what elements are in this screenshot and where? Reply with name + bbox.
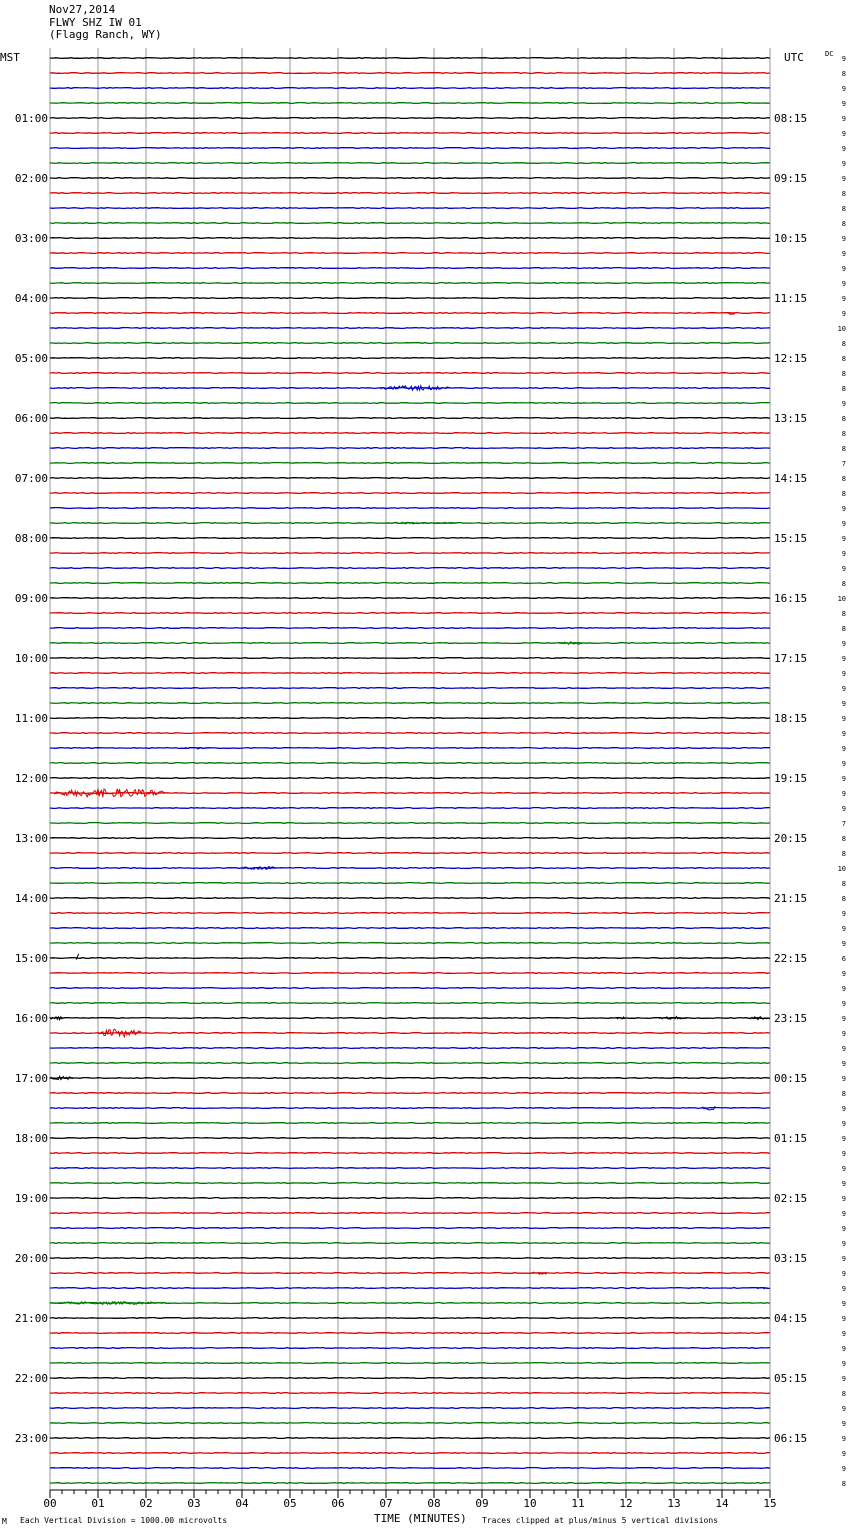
dc-value: 9 [841, 1015, 846, 1023]
trace-line [50, 1123, 770, 1124]
left-hour-label: 15:00 [14, 952, 48, 965]
trace-line [50, 643, 770, 644]
trace-lines [50, 58, 770, 1484]
right-hour-label: 02:15 [774, 1192, 808, 1205]
dc-value: 9 [841, 1270, 846, 1278]
right-hour-label: 10:15 [774, 232, 808, 245]
right-hour-label: 21:15 [774, 892, 808, 905]
trace-line [50, 238, 770, 239]
dc-value: 9 [841, 1180, 846, 1188]
dc-value: 9 [841, 1045, 846, 1053]
dc-value: 10 [837, 595, 846, 603]
dc-value: 9 [841, 1000, 846, 1008]
dc-value: 9 [841, 295, 846, 303]
time-gridlines [50, 48, 770, 1498]
trace-line [50, 1348, 770, 1349]
x-axis-title: TIME (MINUTES) [374, 1512, 467, 1525]
dc-value: 9 [841, 685, 846, 693]
dc-value: 9 [841, 1075, 846, 1083]
trace-line [50, 1153, 770, 1154]
event-bursts [50, 312, 769, 1304]
dc-value: 9 [841, 280, 846, 288]
dc-value: 8 [841, 385, 846, 393]
dc-value: 9 [841, 505, 846, 513]
dc-value: 8 [841, 835, 846, 843]
x-tick-label: 03 [187, 1497, 201, 1510]
trace-line [50, 403, 770, 404]
left-hour-label: 10:00 [14, 652, 48, 665]
trace-line [50, 1468, 770, 1469]
dc-value: 8 [841, 340, 846, 348]
trace-line [50, 913, 770, 914]
dc-value: 9 [841, 985, 846, 993]
trace-line [50, 463, 770, 464]
right-hour-label: 13:15 [774, 412, 808, 425]
trace-line [50, 1393, 770, 1394]
dc-value: 9 [841, 700, 846, 708]
trace-line [50, 898, 770, 899]
right-hour-label: 00:15 [774, 1072, 808, 1085]
trace-line [50, 373, 770, 374]
trace-line [50, 1168, 770, 1169]
dc-value: 9 [841, 1105, 846, 1113]
x-tick-label: 07 [379, 1497, 393, 1510]
dc-value: 9 [841, 1165, 846, 1173]
right-hour-label: 16:15 [774, 592, 808, 605]
trace-line [50, 853, 770, 854]
x-tick-label: 12 [619, 1497, 633, 1510]
dc-value: 8 [841, 370, 846, 378]
dc-value: 9 [841, 1435, 846, 1443]
date-label: Nov27,2014 [49, 3, 116, 16]
dc-value: 9 [841, 640, 846, 648]
trace-line [50, 253, 770, 254]
dc-value: 9 [841, 1300, 846, 1308]
station-label: FLWY SHZ IW 01 [49, 15, 142, 29]
dc-value: 8 [841, 895, 846, 903]
trace-line [50, 658, 770, 659]
left-hour-label: 18:00 [14, 1132, 48, 1145]
dc-value: 8 [841, 1390, 846, 1398]
dc-value: 9 [841, 1210, 846, 1218]
trace-line [50, 58, 770, 59]
trace-line [50, 703, 770, 704]
corner-mark: M [2, 1517, 7, 1526]
trace-line [50, 538, 770, 539]
dc-value: 9 [841, 1315, 846, 1323]
dc-value: 8 [841, 220, 846, 228]
left-hour-label: 17:00 [14, 1072, 48, 1085]
trace-line [50, 628, 770, 629]
trace-line [50, 1093, 770, 1094]
right-hour-label: 17:15 [774, 652, 808, 665]
dc-value: 9 [841, 310, 846, 318]
dc-value: 9 [841, 1345, 846, 1353]
clip-note: Traces clipped at plus/minus 5 vertical divisions [482, 1516, 719, 1525]
trace-line [50, 1048, 770, 1049]
trace-line [50, 1453, 770, 1454]
dc-value: 9 [841, 250, 846, 258]
x-tick-label: 05 [283, 1497, 297, 1510]
dc-value: 9 [841, 715, 846, 723]
right-hour-label: 15:15 [774, 532, 808, 545]
dc-value: 9 [841, 550, 846, 558]
x-tick-label: 11 [571, 1497, 585, 1510]
trace-line [50, 1213, 770, 1214]
right-hour-label: 18:15 [774, 712, 808, 725]
dc-value: 10 [837, 865, 846, 873]
trace-line [50, 1423, 770, 1424]
dc-value: 9 [841, 1135, 846, 1143]
right-hour-label: 23:15 [774, 1012, 808, 1025]
trace-line [50, 943, 770, 944]
right-hour-label: 03:15 [774, 1252, 808, 1265]
trace-line [50, 688, 770, 689]
trace-line [50, 88, 770, 89]
trace-line [50, 493, 770, 494]
left-hour-label: 14:00 [14, 892, 48, 905]
dc-value: 9 [841, 1465, 846, 1473]
trace-line [50, 1438, 770, 1439]
left-hour-label: 01:00 [14, 112, 48, 125]
trace-line [50, 808, 770, 809]
trace-line [50, 358, 770, 359]
left-hour-label: 11:00 [14, 712, 48, 725]
left-hour-label: 08:00 [14, 532, 48, 545]
trace-line [50, 568, 770, 569]
right-hour-label: 09:15 [774, 172, 808, 185]
trace-line [50, 718, 770, 719]
trace-line [50, 1228, 770, 1229]
right-hour-label: 20:15 [774, 832, 808, 845]
dc-value: 9 [841, 1030, 846, 1038]
dc-value: 9 [841, 1405, 846, 1413]
dc-value: 9 [841, 1195, 846, 1203]
right-hour-label: 08:15 [774, 112, 808, 125]
trace-line [50, 148, 770, 149]
left-hour-label: 04:00 [14, 292, 48, 305]
trace-line [50, 598, 770, 599]
trace-line [50, 298, 770, 299]
trace-line [50, 1273, 770, 1274]
dc-value: 9 [841, 565, 846, 573]
dc-value: 9 [841, 520, 846, 528]
location-label: (Flagg Ranch, WY) [49, 28, 162, 41]
trace-line [50, 73, 770, 74]
dc-value: 9 [841, 400, 846, 408]
dc-value: 9 [841, 85, 846, 93]
trace-line [50, 1258, 770, 1259]
dc-value: 8 [841, 1090, 846, 1098]
trace-line [50, 928, 770, 929]
dc-value: 9 [841, 910, 846, 918]
dc-value: 9 [841, 1375, 846, 1383]
dc-value: 8 [841, 355, 846, 363]
dc-value: 8 [841, 205, 846, 213]
dc-value: 9 [841, 130, 846, 138]
scale-note: Each Vertical Division = 1000.00 microvolts [20, 1516, 228, 1525]
trace-line [50, 1003, 770, 1004]
event-burst [50, 1017, 63, 1020]
right-hour-label: 12:15 [774, 352, 808, 365]
trace-line [50, 1033, 770, 1034]
trace-line [50, 508, 770, 509]
trace-line [50, 343, 770, 344]
x-tick-label: 15 [763, 1497, 777, 1510]
dc-value: 9 [841, 1120, 846, 1128]
trace-line [50, 433, 770, 434]
left-hour-label: 07:00 [14, 472, 48, 485]
trace-line [50, 838, 770, 839]
x-tick-label: 08 [427, 1497, 441, 1510]
trace-line [50, 1198, 770, 1199]
dc-value: 9 [841, 655, 846, 663]
trace-line [50, 283, 770, 284]
trace-line [50, 1363, 770, 1364]
trace-line [50, 103, 770, 104]
dc-value: 9 [841, 670, 846, 678]
dc-value: 9 [841, 1150, 846, 1158]
dc-value: 8 [841, 610, 846, 618]
trace-line [50, 328, 770, 329]
dc-value: 9 [841, 1420, 846, 1428]
dc-value: 8 [841, 445, 846, 453]
dc-value: 10 [837, 325, 846, 333]
trace-line [50, 613, 770, 614]
dc-value: 9 [841, 775, 846, 783]
trace-line [50, 193, 770, 194]
x-tick-label: 10 [523, 1497, 537, 1510]
trace-line [50, 223, 770, 224]
dc-value: 9 [841, 1450, 846, 1458]
x-tick-label: 09 [475, 1497, 489, 1510]
left-hour-label: 19:00 [14, 1192, 48, 1205]
dc-value: 9 [841, 745, 846, 753]
x-tick-label: 14 [715, 1497, 729, 1510]
trace-line [50, 448, 770, 449]
dc-header-label: DC [825, 50, 834, 58]
dc-value: 9 [841, 175, 846, 183]
dc-value: 9 [841, 790, 846, 798]
dc-value: 9 [841, 145, 846, 153]
dc-value: 8 [841, 415, 846, 423]
right-timezone-label: UTC [784, 51, 804, 64]
dc-value: 9 [841, 1060, 846, 1068]
left-hour-label: 06:00 [14, 412, 48, 425]
trace-line [50, 673, 770, 674]
dc-value: 9 [841, 970, 846, 978]
x-tick-label: 00 [43, 1497, 57, 1510]
left-hour-label: 05:00 [14, 352, 48, 365]
trace-line [50, 1333, 770, 1334]
dc-value: 8 [841, 850, 846, 858]
x-tick-label: 01 [91, 1497, 105, 1510]
trace-line [50, 118, 770, 119]
dc-value: 8 [841, 475, 846, 483]
trace-line [50, 763, 770, 764]
left-hour-label: 13:00 [14, 832, 48, 845]
trace-line [50, 313, 770, 314]
left-hour-label: 22:00 [14, 1372, 48, 1385]
trace-line [50, 868, 770, 869]
trace-line [50, 1288, 770, 1289]
trace-line [50, 418, 770, 419]
left-hour-label: 16:00 [14, 1012, 48, 1025]
x-tick-label: 06 [331, 1497, 345, 1510]
dc-value: 8 [841, 190, 846, 198]
left-hour-label: 23:00 [14, 1432, 48, 1445]
dc-value: 9 [841, 1240, 846, 1248]
trace-line [50, 1243, 770, 1244]
trace-line [50, 1063, 770, 1064]
dc-value: 9 [841, 235, 846, 243]
dc-value: 6 [841, 955, 846, 963]
x-tick-label: 02 [139, 1497, 153, 1510]
trace-line [50, 823, 770, 824]
dc-value: 9 [841, 535, 846, 543]
dc-value: 9 [841, 760, 846, 768]
left-timezone-label: MST [0, 51, 20, 64]
dc-value: 9 [841, 1255, 846, 1263]
axis-labels [0, 50, 846, 1510]
trace-line [50, 133, 770, 134]
trace-line [50, 733, 770, 734]
trace-line [50, 958, 770, 959]
trace-line [50, 1378, 770, 1379]
trace-line [50, 1483, 770, 1484]
dc-value: 9 [841, 160, 846, 168]
dc-value: 9 [841, 730, 846, 738]
trace-line [50, 553, 770, 554]
trace-line [50, 478, 770, 479]
right-hour-label: 19:15 [774, 772, 808, 785]
dc-value: 9 [841, 925, 846, 933]
left-hour-label: 09:00 [14, 592, 48, 605]
trace-line [50, 208, 770, 209]
dc-value: 8 [841, 580, 846, 588]
x-tick-label: 13 [667, 1497, 681, 1510]
left-hour-label: 21:00 [14, 1312, 48, 1325]
dc-value: 9 [841, 1360, 846, 1368]
dc-value: 9 [841, 940, 846, 948]
x-tick-label: 04 [235, 1497, 249, 1510]
right-hour-label: 11:15 [774, 292, 808, 305]
trace-line [50, 1138, 770, 1139]
trace-line [50, 748, 770, 749]
dc-value: 9 [841, 100, 846, 108]
right-hour-label: 05:15 [774, 1372, 808, 1385]
event-burst [660, 1017, 688, 1020]
dc-value: 9 [841, 805, 846, 813]
right-hour-label: 14:15 [774, 472, 808, 485]
dc-value: 9 [841, 55, 846, 63]
trace-line [50, 778, 770, 779]
dc-value: 8 [841, 490, 846, 498]
dc-value: 8 [841, 625, 846, 633]
trace-line [50, 583, 770, 584]
left-hour-label: 02:00 [14, 172, 48, 185]
dc-value: 9 [841, 1285, 846, 1293]
dc-value: 8 [841, 880, 846, 888]
trace-line [50, 268, 770, 269]
dc-value: 7 [841, 820, 846, 828]
dc-value: 8 [841, 430, 846, 438]
dc-value: 9 [841, 1225, 846, 1233]
left-hour-label: 12:00 [14, 772, 48, 785]
trace-line [50, 988, 770, 989]
trace-line [50, 1318, 770, 1319]
trace-line [50, 973, 770, 974]
right-hour-label: 04:15 [774, 1312, 808, 1325]
dc-value: 8 [841, 1480, 846, 1488]
dc-value: 9 [841, 1330, 846, 1338]
dc-value: 9 [841, 115, 846, 123]
dc-value: 8 [841, 70, 846, 78]
trace-line [50, 1183, 770, 1184]
trace-line [50, 883, 770, 884]
dc-value: 9 [841, 265, 846, 273]
dc-value: 7 [841, 460, 846, 468]
right-hour-label: 06:15 [774, 1432, 808, 1445]
left-hour-label: 20:00 [14, 1252, 48, 1265]
trace-line [50, 1078, 770, 1079]
trace-line [50, 163, 770, 164]
trace-line [50, 1108, 770, 1109]
left-hour-label: 03:00 [14, 232, 48, 245]
right-hour-label: 22:15 [774, 952, 808, 965]
right-hour-label: 01:15 [774, 1132, 808, 1145]
trace-line [50, 178, 770, 179]
trace-line [50, 1408, 770, 1409]
